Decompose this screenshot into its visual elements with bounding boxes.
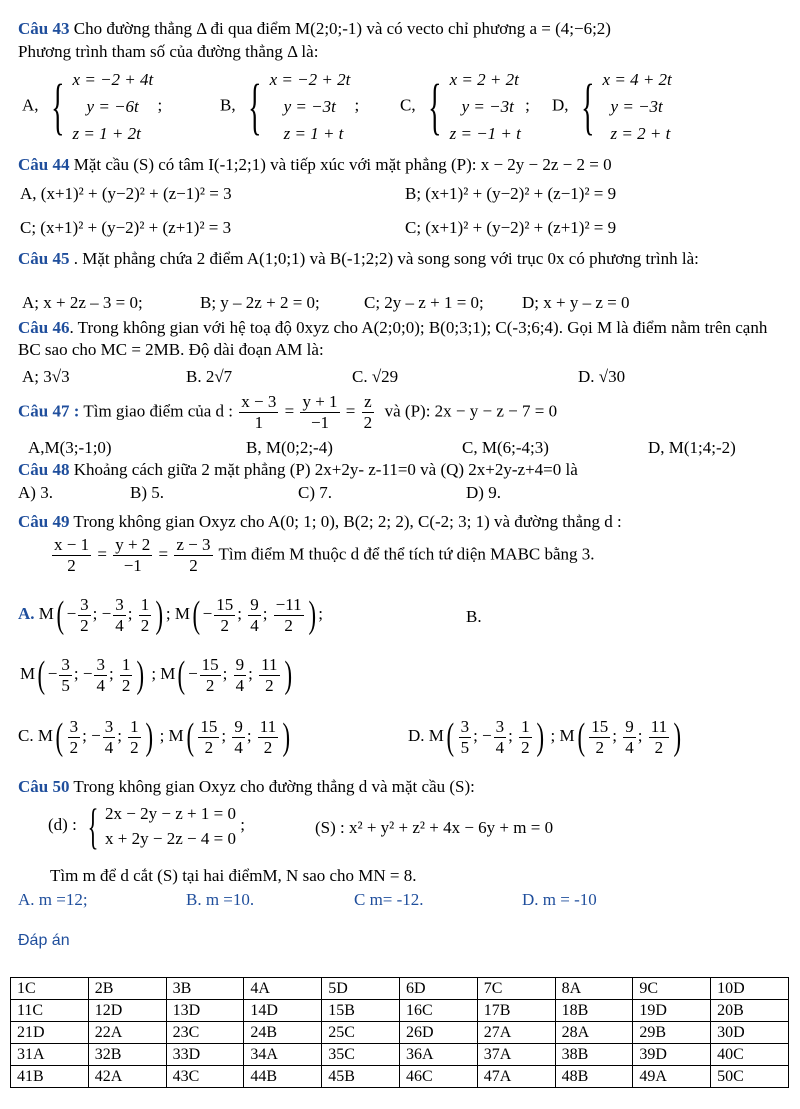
option-b: M( − $\frac{3}{5}$ ; − $\frac{3}{4}$ ; $\frac{1}{2}$ ) ; M( − $\frac{15}{2}$ ; $\frac{9}{4}$ ; $\frac{11}{2}$ ) [20,654,292,696]
answer-cell: 28A [555,1022,633,1044]
answer-cell: 11C [11,1000,89,1022]
option-a: A, { x = −2 + 4t y = −6t z = 1 + 2t ; [22,70,163,143]
question-47: Câu 47 : Tìm giao điểm của d : $\frac{x - 3}{1}$ = $\frac{y + 1}{-1}$ = $\frac{z}{2}$ và (P): 2x − y − z − 7 = 0 [18,392,558,432]
answer-cell: 14D [244,1000,322,1022]
answer-cell: 12D [88,1000,166,1022]
option-d: D, { x = 4 + 2t y = −3t z = 2 + t [552,70,672,143]
answer-cell: 48B [555,1066,633,1088]
answer-cell: 46C [399,1066,477,1088]
answer-cell: 6D [399,978,477,1000]
question-48: Câu 48 Khoảng cách giữa 2 mặt phẳng (P) 2x+2y- z-11=0 và (Q) 2x+2y-z+4=0 là [18,460,578,479]
answer-cell: 2B [88,978,166,1000]
answer-cell: 36A [399,1044,477,1066]
option-c: C. M( $\frac{3}{2}$ ; − $\frac{3}{4}$ ; $\frac{1}{2}$ ) ; M( $\frac{15}{2}$ ; $\frac{9}{4}$ ; $\frac{11}{2}$ ) [18,716,291,758]
option-d: C; (x+1)² + (y−2)² + (z+1)² = 9 [405,218,617,237]
option-b: B. 2√7 [186,367,233,386]
option-a: A. m =12; [18,890,88,909]
answer-cell: 45B [322,1066,400,1088]
answer-cell: 3B [166,978,244,1000]
answer-cell: 26D [399,1022,477,1044]
answer-cell: 5D [322,978,400,1000]
option-a: A) 3. [18,483,53,502]
answer-cell: 42A [88,1066,166,1088]
answer-cell: 13D [166,1000,244,1022]
option-d: D) 9. [466,483,501,502]
answer-cell: 22A [88,1022,166,1044]
question-43 [18,18,786,40]
question-number: Câu 43 [18,19,70,38]
answer-cell: 19D [633,1000,711,1022]
option-a: A,M(3;-1;0) [28,438,112,457]
line-d-system: (d) : { 2x − 2y − z + 1 = 0 x + 2y − 2z − 4 = 0 ; [48,798,245,854]
answer-cell: 18B [555,1000,633,1022]
answer-cell: 24B [244,1022,322,1044]
option-a: A, (x+1)² + (y−2)² + (z−1)² = 3 [20,184,232,203]
answer-cell: 34A [244,1044,322,1066]
answer-cell: 47A [477,1066,555,1088]
answer-cell: 25C [322,1022,400,1044]
option-b-label: B. [466,607,482,626]
answer-row [11,1000,789,1022]
answer-row [11,1022,789,1044]
option-c: C, { x = 2 + 2t y = −3t z = −1 + t ; [400,70,530,143]
option-b: B) 5. [130,483,164,502]
question-50: Câu 50 Trong không gian Oxyz cho đường thẳng d và mặt cầu (S): [18,777,475,796]
answers-heading: Đáp án [18,932,70,949]
answer-cell: 21D [11,1022,89,1044]
question-50-text2: Tìm m để d cắt (S) tại hai điểmM, N sao cho MN = 8. [50,866,417,885]
sphere-equation: (S) : x² + y² + z² + 4x − 6y + m = 0 [315,818,554,837]
question-text: Cho đường thẳng Δ đi qua điểm M(2;0;-1) và có vecto chỉ phương a = (4;−6;2) [69,19,611,38]
answer-row [11,978,789,1000]
answer-cell: 38B [555,1044,633,1066]
answer-cell: 29B [633,1022,711,1044]
option-d: D. M( $\frac{3}{5}$ ; − $\frac{3}{4}$ ; $\frac{1}{2}$ ) ; M( $\frac{15}{2}$ ; $\frac{9}{4}$ ; $\frac{11}{2}$ ) [408,716,682,758]
answer-cell: 43C [166,1066,244,1088]
option-b: B, { x = −2 + 2t y = −3t z = 1 + t ; [220,70,360,143]
option-c: C; (x+1)² + (y−2)² + (z+1)² = 3 [20,218,232,237]
option-d: D. √30 [578,367,626,386]
question-46: Câu 46. Trong không gian với hệ toạ độ 0xyz cho A(2;0;0); B(0;3;1); C(-3;6;4). Gọi M là điểm nằm trên cạnh BC sao cho MC = 2MB. Độ dài đoạn AM là: [18,318,768,359]
option-c: C, M(6;-4;3) [462,438,549,457]
option-a: A; x + 2z – 3 = 0; [22,293,143,312]
question-49: Câu 49 Trong không gian Oxyz cho A(0; 1; 0), B(2; 2; 2), C(-2; 3; 1) và đường thẳng d : [18,512,622,531]
answer-cell: 23C [166,1022,244,1044]
answer-cell: 40C [711,1044,789,1066]
answer-cell: 35C [322,1044,400,1066]
answer-cell: 9C [633,978,711,1000]
answer-cell: 33D [166,1044,244,1066]
option-c: C) 7. [298,483,332,502]
answer-cell: 49A [633,1066,711,1088]
answer-cell: 31A [11,1044,89,1066]
answer-row [11,1044,789,1066]
option-b: B; y – 2z + 2 = 0; [200,293,320,312]
answer-cell: 30D [711,1022,789,1044]
option-d: D; x + y – z = 0 [522,293,630,312]
answer-cell: 10D [711,978,789,1000]
option-c: C; 2y – z + 1 = 0; [364,293,484,312]
question-45: Câu 45 . Mặt phẳng chứa 2 điểm A(1;0;1) và B(-1;2;2) và song song với trục 0x có phương trình là: [18,249,699,268]
answer-cell: 27A [477,1022,555,1044]
question-44: Câu 44 Mặt cầu (S) có tâm I(-1;2;1) và tiếp xúc với mặt phẳng (P): x − 2y − 2z − 2 = 0 [18,155,612,174]
option-d: D. m = -10 [522,890,597,909]
option-c: C m= -12. [354,890,424,909]
option-b: B. m =10. [186,890,255,909]
answer-cell: 39D [633,1044,711,1066]
option-a: A; 3√3 [22,367,70,386]
option-b: B; (x+1)² + (y−2)² + (z−1)² = 9 [405,184,617,203]
answer-table [10,977,789,1088]
option-d: D, M(1;4;-2) [648,438,736,457]
answer-cell: 20B [711,1000,789,1022]
answer-cell: 15B [322,1000,400,1022]
answer-cell: 1C [11,978,89,1000]
answer-cell: 37A [477,1044,555,1066]
option-a: A. M( − $\frac{3}{2}$ ; − $\frac{3}{4}$ ; $\frac{1}{2}$ ) ; M( − $\frac{15}{2}$ ; $\frac{9}{4}$ ; $\frac{-11}{2}$ ) ; [18,594,324,636]
answer-cell: 16C [399,1000,477,1022]
option-b: B, M(0;2;-4) [246,438,333,457]
answer-cell: 8A [555,978,633,1000]
answer-cell: 17B [477,1000,555,1022]
question-43-text2: Phương trình tham số của đường thẳng Δ là: [18,42,319,61]
answer-cell: 44B [244,1066,322,1088]
answer-row [11,1066,789,1088]
option-c: C. √29 [352,367,399,386]
line-d-equation: $\frac{x - 1}{2}$ = $\frac{y + 2}{-1}$ = $\frac{z - 3}{2}$ Tìm điểm M thuộc d để thể tích tứ diện MABC bằng 3. [54,535,595,575]
answer-cell: 4A [244,978,322,1000]
answer-cell: 41B [11,1066,89,1088]
answer-cell: 50C [711,1066,789,1088]
answer-cell: 7C [477,978,555,1000]
answer-cell: 32B [88,1044,166,1066]
